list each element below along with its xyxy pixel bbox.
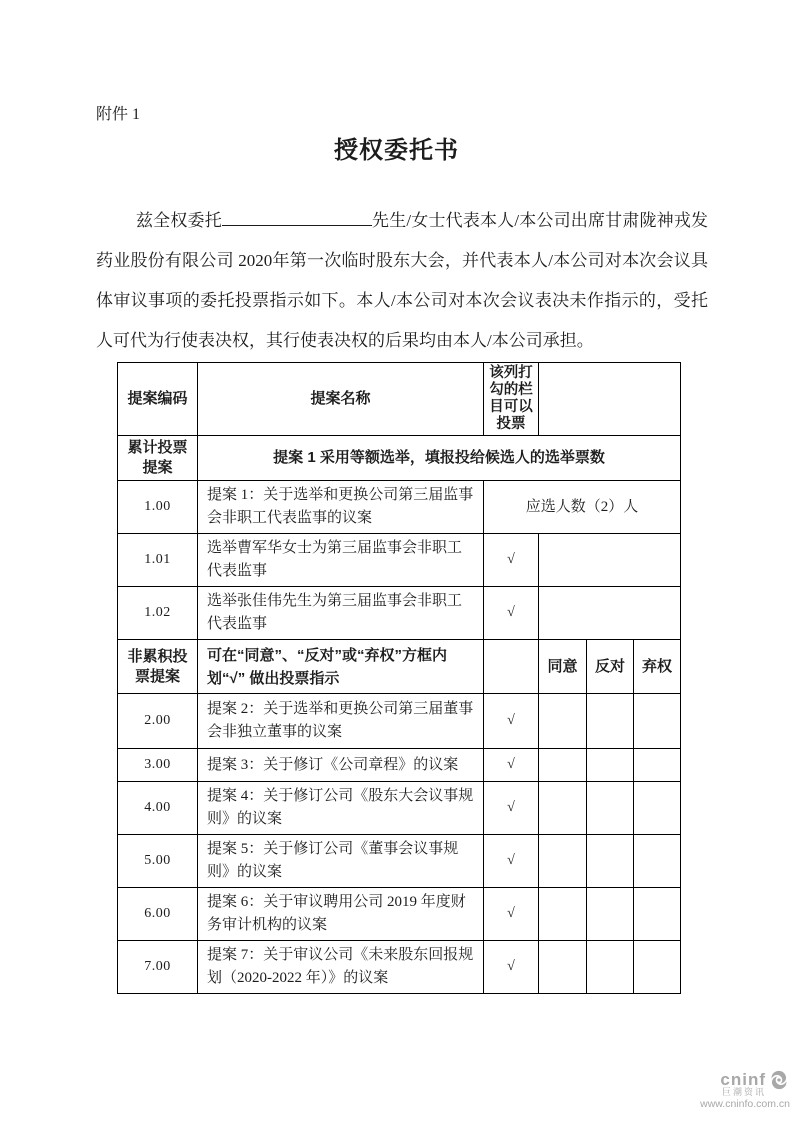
empty-cell bbox=[484, 640, 539, 694]
intro-paragraph bbox=[96, 201, 708, 361]
agree-vote-box bbox=[539, 835, 587, 888]
proposal-code: 1.01 bbox=[118, 534, 198, 587]
cumulative-section-note: 提案 1 采用等额选举，填报投给候选人的选举票数 bbox=[198, 436, 681, 481]
oppose-vote-box bbox=[587, 835, 634, 888]
proposal-name: 提案 7：关于审议公司《未来股东回报规划（2020-2022 年）》的议案 bbox=[198, 941, 484, 994]
proxy-name-blank-line bbox=[222, 208, 372, 226]
abstain-vote-box bbox=[634, 694, 681, 749]
abstain-vote-box bbox=[634, 749, 681, 782]
cninfo-url: www.cninfo.com.cn bbox=[700, 1097, 790, 1110]
col-header-oppose: 反对 bbox=[587, 640, 634, 694]
col-header-proposal-code: 提案编码 bbox=[118, 363, 198, 436]
table-row bbox=[118, 587, 681, 640]
col-header-proposal-name: 提案名称 bbox=[198, 363, 484, 436]
non-cumulative-section-label: 非累积投票提案 bbox=[118, 640, 198, 694]
oppose-vote-box bbox=[587, 888, 634, 941]
votable-checkmark: √ bbox=[484, 749, 539, 782]
agree-vote-box bbox=[539, 888, 587, 941]
agree-vote-box bbox=[539, 941, 587, 994]
proposal-code: 5.00 bbox=[118, 835, 198, 888]
vote-count-box bbox=[539, 534, 681, 587]
agree-vote-box bbox=[539, 694, 587, 749]
proposal-code: 1.00 bbox=[118, 481, 198, 534]
cumulative-section-label: 累计投票提案 bbox=[118, 436, 198, 481]
page-title: 授权委托书 bbox=[334, 137, 459, 164]
col-header-tick-note: 该列打勾的栏目可以投票 bbox=[484, 363, 539, 436]
abstain-vote-box bbox=[634, 782, 681, 835]
votable-checkmark: √ bbox=[484, 835, 539, 888]
col-header-agree: 同意 bbox=[539, 640, 587, 694]
votable-checkmark: √ bbox=[484, 941, 539, 994]
proposal-name: 提案 3：关于修订《公司章程》的议案 bbox=[198, 749, 484, 782]
proposal-name: 提案 5：关于修订公司《董事会议事规则》的议案 bbox=[198, 835, 484, 888]
col-header-empty-cell bbox=[539, 363, 681, 436]
cumulative-section-row bbox=[118, 436, 681, 481]
vote-count-box bbox=[539, 587, 681, 640]
votable-checkmark: √ bbox=[484, 587, 539, 640]
cninfo-watermark bbox=[700, 1069, 790, 1110]
non-cumulative-section-row bbox=[118, 640, 681, 694]
oppose-vote-box bbox=[587, 782, 634, 835]
proposal-code: 3.00 bbox=[118, 749, 198, 782]
proposal-name: 选举曹军华女士为第三届监事会非职工代表监事 bbox=[198, 534, 484, 587]
cninfo-chinese-name: 巨潮资讯 bbox=[721, 1087, 766, 1097]
table-row bbox=[118, 941, 681, 994]
proposal-name: 提案 2：关于选举和更换公司第三届董事会非独立董事的议案 bbox=[198, 694, 484, 749]
proposal-code: 6.00 bbox=[118, 888, 198, 941]
votable-checkmark: √ bbox=[484, 888, 539, 941]
proposal-name: 提案 1：关于选举和更换公司第三届监事会非职工代表监事的议案 bbox=[198, 481, 484, 534]
oppose-vote-box bbox=[587, 749, 634, 782]
agree-vote-box bbox=[539, 749, 587, 782]
oppose-vote-box bbox=[587, 694, 634, 749]
table-row bbox=[118, 835, 681, 888]
proposal-code: 1.02 bbox=[118, 587, 198, 640]
table-row bbox=[118, 694, 681, 749]
votable-checkmark: √ bbox=[484, 534, 539, 587]
proposal-code: 2.00 bbox=[118, 694, 198, 749]
non-cumulative-section-note: 可在“同意”、“反对”或“弃权”方框内划“√” 做出投票指示 bbox=[198, 640, 484, 694]
proposal-name: 提案 4：关于修订公司《股东大会议事规则》的议案 bbox=[198, 782, 484, 835]
votable-checkmark: √ bbox=[484, 782, 539, 835]
table-row bbox=[118, 481, 681, 534]
table-row bbox=[118, 782, 681, 835]
table-header-row bbox=[118, 363, 681, 436]
cninfo-brand-text: cninf bbox=[720, 1069, 766, 1089]
votable-checkmark: √ bbox=[484, 694, 539, 749]
intro-lead: 兹全权委托 bbox=[136, 211, 222, 230]
proposal-code: 7.00 bbox=[118, 941, 198, 994]
oppose-vote-box bbox=[587, 941, 634, 994]
proposal-name: 提案 6：关于审议聘用公司 2019 年度财务审计机构的议案 bbox=[198, 888, 484, 941]
table-row bbox=[118, 749, 681, 782]
proposal-name: 选举张佳伟先生为第三届监事会非职工代表监事 bbox=[198, 587, 484, 640]
candidates-count-note: 应选人数（2）人 bbox=[484, 481, 681, 534]
abstain-vote-box bbox=[634, 941, 681, 994]
intro-body: 先生/女士代表本人/本公司出席甘肃陇神戎发药业股份有限公司 2020年第一次临时股东大会，并代表本人/本公司对本次会议具体审议事项的委托投票指示如下。本人/本公司对本次会议表决未作指示的，受托人可代为行使表决权，其行使表决权的后果均由本人/本公司承担。 bbox=[96, 211, 708, 350]
abstain-vote-box bbox=[634, 888, 681, 941]
attachment-label: 附件 1 bbox=[96, 106, 141, 123]
abstain-vote-box bbox=[634, 835, 681, 888]
cninfo-swirl-icon bbox=[768, 1069, 790, 1091]
table-row bbox=[118, 888, 681, 941]
voting-instruction-table bbox=[117, 362, 681, 994]
agree-vote-box bbox=[539, 782, 587, 835]
col-header-abstain: 弃权 bbox=[634, 640, 681, 694]
proposal-code: 4.00 bbox=[118, 782, 198, 835]
table-row bbox=[118, 534, 681, 587]
